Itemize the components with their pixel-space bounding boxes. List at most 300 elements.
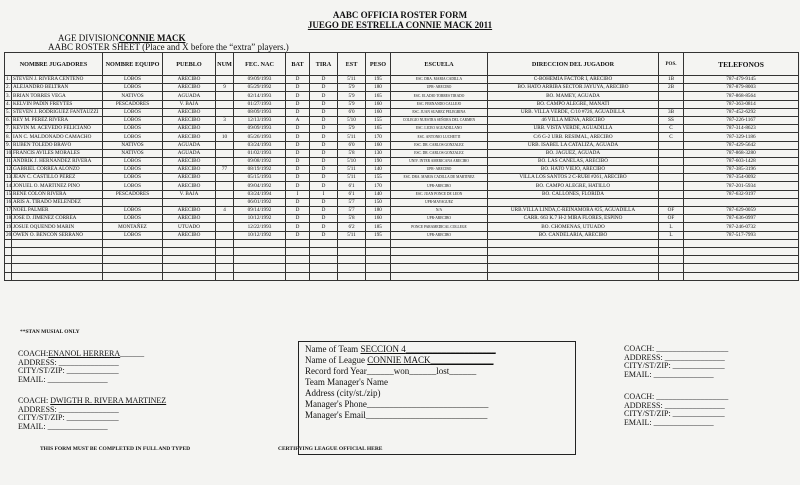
col-header-est: EST [338, 53, 366, 76]
blank-cell [310, 264, 338, 272]
phone-cell: 787-868-3280 [684, 149, 799, 157]
throws-cell: D [310, 116, 338, 124]
phone-cell: 787-354-0092 [684, 174, 799, 182]
email-label: EMAIL: [18, 374, 46, 384]
weight-cell: 185 [366, 223, 391, 231]
birth-date-cell: 12/22/1993 [234, 223, 286, 231]
player-name-cell: KELVIN PADIN FREYTES [12, 100, 103, 108]
team-name-cell [103, 198, 163, 206]
roster-table [4, 52, 799, 281]
position-cell: 2B [659, 84, 684, 92]
blank-cell [659, 256, 684, 264]
phone-cell: 787-632-9197 [684, 190, 799, 198]
team-info-box [298, 341, 576, 455]
address-cell: C-BOHEMIA FACTOR I, ARECIBO [488, 76, 659, 84]
blank-cell [216, 256, 234, 264]
height-cell: 5'9 [338, 84, 366, 92]
height-cell: 5'10 [338, 116, 366, 124]
phone-cell: 787-479-9145 [684, 76, 799, 84]
blank-cell [659, 239, 684, 247]
blank-cell [488, 247, 659, 255]
address-cell: BO. HATO VIEJO, ARECIBO [488, 166, 659, 174]
weight-cell: 155 [366, 116, 391, 124]
row-number-cell: 6. [6, 117, 10, 124]
team-name-cell: LOBOS [103, 231, 163, 239]
position-cell: OF [659, 207, 684, 215]
weight-cell: 160 [366, 108, 391, 116]
record-label: Record ford Year [305, 366, 367, 376]
blank-cell [103, 247, 163, 255]
blank-cell [163, 239, 216, 247]
position-cell: OF [659, 215, 684, 223]
address-cell: BO. HATO ARRIBA SECTOR JAYUYA, ARECIBO [488, 84, 659, 92]
col-header-telefonos: TELEFONOS [684, 53, 799, 76]
col-header-pueblo: PUEBLO [163, 53, 216, 76]
team-name-cell: LOBOS [103, 133, 163, 141]
player-name-cell: JOSE D. JIMENEZ CORREA [12, 215, 103, 223]
city-label: CITY/ST/ZIP: [18, 413, 65, 422]
weight-cell: 195 [366, 231, 391, 239]
position-cell [659, 141, 684, 149]
position-cell [659, 174, 684, 182]
blank-cell [310, 272, 338, 280]
blank-row [5, 256, 799, 264]
city-line: _____________ [66, 366, 119, 375]
jersey-number-cell [216, 190, 234, 198]
player-name-cell: ANDRIK J. HERNANDEZ RIVERA [12, 157, 103, 165]
team-name-cell: LOBOS [103, 108, 163, 116]
address-line: _______________ [664, 352, 725, 362]
height-cell: 5'11 [338, 166, 366, 174]
table-row [5, 166, 799, 174]
birth-date-cell: 08/09/1993 [234, 108, 286, 116]
stan-musial-note: **STAN MUSIAL ONLY [20, 329, 80, 335]
address-cell: BO. CAMPO ALEGRE, HATILLO [488, 182, 659, 190]
manager-phone-label: Manager's Phone [305, 399, 367, 409]
throws-cell: D [310, 141, 338, 149]
bats-cell: D [286, 215, 310, 223]
address-label: Address (city/st./zip) [305, 388, 381, 398]
email-line: _______________ [47, 374, 108, 384]
table-row [5, 190, 799, 198]
bats-cell: D [286, 174, 310, 182]
blank-cell [103, 272, 163, 280]
row-number-cell: 20. [6, 231, 13, 238]
jersey-number-cell [216, 198, 234, 206]
blank-cell [391, 264, 488, 272]
bats-cell: D [286, 207, 310, 215]
birth-date-cell: 09/09/1993 [234, 76, 286, 84]
blank-cell [338, 264, 366, 272]
jersey-number-cell [216, 215, 234, 223]
coach-left-1 [18, 350, 144, 384]
address-cell: BO. MAMEY, AGUADA [488, 92, 659, 100]
row-number-cell: 14. [6, 182, 13, 189]
height-cell: 5'9 [338, 92, 366, 100]
throws-cell: D [310, 157, 338, 165]
row-number-cell: 16. [6, 199, 13, 205]
col-header-equipo: NOMBRE EQUIPO [103, 53, 163, 76]
player-name-cell: STEVEN J. RIVERA CENTENO [12, 76, 103, 84]
blank-row [5, 239, 799, 247]
blank-cell [216, 264, 234, 272]
team-name-cell: NATIVOS [103, 92, 163, 100]
throws-cell: D [310, 125, 338, 133]
birth-date-cell: 09/09/1993 [234, 125, 286, 133]
coach-label: COACH: [624, 392, 655, 401]
row-number-cell: 2. [6, 84, 10, 91]
phone-cell: 787-868-8564 [684, 92, 799, 100]
coach-line: __________________ [656, 392, 729, 401]
blank-cell [12, 272, 103, 280]
phone-cell: 787-603-1428 [684, 157, 799, 165]
lost-line: ______ [449, 366, 477, 376]
city-label: CITY/ST/ZIP: [18, 366, 65, 375]
weight-cell: 140 [366, 190, 391, 198]
row-number-cell: 8. [6, 133, 10, 140]
address-cell: BO. CAMPO ALEGRE, MANATI [488, 100, 659, 108]
table-row [5, 215, 799, 223]
town-cell: ARECIBO [163, 215, 216, 223]
player-name-cell: NOEL PALMER [12, 207, 103, 215]
jersey-number-cell [216, 157, 234, 165]
jersey-number-cell [216, 223, 234, 231]
throws-cell: D [310, 231, 338, 239]
town-cell: AGUADA [163, 141, 216, 149]
manager-name-label: Team Manager's Name [305, 377, 388, 387]
player-name-cell: REY M. PEREZ RIVERA [12, 116, 103, 124]
address-line: _______________ [58, 357, 119, 367]
form-subtitle: JUEGO DE ESTRELLA CONNIE MACK 2011 [307, 20, 493, 30]
row-number-cell: 10. [6, 149, 13, 156]
league-value: CONNIE MACK [367, 355, 431, 365]
table-row [5, 92, 799, 100]
position-cell: 1B [659, 76, 684, 84]
jersey-number-cell: 3 [216, 116, 234, 124]
blank-row [5, 247, 799, 255]
jersey-number-cell [216, 92, 234, 100]
blank-cell [216, 239, 234, 247]
jersey-number-cell: 77 [216, 166, 234, 174]
table-row [5, 223, 799, 231]
roster-sheet-note: AABC ROSTER SHEET (Place and X before the “extra” players.) [48, 42, 289, 52]
blank-cell [310, 256, 338, 264]
age-division-value: CONNIE MACK [118, 33, 186, 43]
table-row [5, 182, 799, 190]
weight-cell: 180 [366, 84, 391, 92]
blank-cell [391, 272, 488, 280]
blank-cell [163, 264, 216, 272]
team-name-cell: LOBOS [103, 84, 163, 92]
email-label: EMAIL: [18, 421, 46, 431]
player-name-cell: JONUEL O. MARTINEZ PINO [12, 182, 103, 190]
school-cell: ESC. ELADIO TORRES TIRADO [391, 92, 488, 100]
town-cell: AGUADA [163, 149, 216, 157]
address-label: ADDRESS: [18, 404, 57, 414]
table-row [5, 84, 799, 92]
position-cell: SS [659, 116, 684, 124]
blank-cell [684, 247, 799, 255]
bats-cell: D [286, 100, 310, 108]
footer-note-right: CERTIFYING LEAGUE OFFICIAL HERE [278, 446, 383, 452]
birth-date-cell: 12/13/1993 [234, 116, 286, 124]
school-cell: UNIV. INTER AMERICANA ARECIBO [391, 157, 488, 165]
col-header-bat: BAT [286, 53, 310, 76]
blank-cell [310, 247, 338, 255]
player-name-cell: ARIS A. TIRADO MELENDEZ [12, 198, 103, 206]
throws-cell: D [310, 92, 338, 100]
school-cell: ESC. DR. CARLOS GONZALEZ [391, 141, 488, 149]
school-cell: UPR-ARECIBO [391, 182, 488, 190]
address-cell: VILLA LOS SANTOS 2 C-RUBI #261, ARECIBO [488, 174, 659, 182]
table-row [5, 76, 799, 84]
row-number-cell: 17. [6, 207, 13, 214]
blank-cell [5, 256, 12, 264]
weight-cell: 165 [366, 125, 391, 133]
col-header-direccion: DIRECCION DEL JUGADOR [488, 53, 659, 76]
row-number-cell: 7. [6, 125, 10, 132]
address-line: _______________ [58, 404, 119, 414]
team-name-cell: MONTAÑEZ [103, 223, 163, 231]
jersey-number-cell [216, 100, 234, 108]
table-row [5, 133, 799, 141]
blank-cell [216, 272, 234, 280]
city-line: _____________ [672, 361, 725, 370]
phone-cell: 787-879-8003 [684, 84, 799, 92]
team-name-cell: LOBOS [103, 182, 163, 190]
address-cell: C/6 G-2 URB. RESIMAL, ARECIBO [488, 133, 659, 141]
birth-date-cell: 08/19/1992 [234, 166, 286, 174]
height-cell: 5'11 [338, 231, 366, 239]
blank-cell [338, 239, 366, 247]
blank-cell [366, 247, 391, 255]
blank-cell [103, 264, 163, 272]
phone-line: ___________________________ [366, 399, 489, 409]
row-number-cell: 18. [6, 215, 13, 222]
blank-cell [366, 272, 391, 280]
team-label: Name of Team [305, 344, 359, 354]
bats-cell: D [286, 157, 310, 165]
address-cell: URB. ISABEL LA CATALIZA, AGUADA [488, 141, 659, 149]
address-cell: URB. VISTA VERDE, AGUADILLA [488, 125, 659, 133]
blank-cell [5, 264, 12, 272]
blank-cell [5, 272, 12, 280]
player-name-cell: IAN C. MALDONADO CAMACHO [12, 133, 103, 141]
bats-cell: D [286, 92, 310, 100]
bats-cell: D [286, 182, 310, 190]
blank-cell [286, 247, 310, 255]
weight-cell: 170 [366, 133, 391, 141]
jersey-number-cell [216, 108, 234, 116]
height-cell: 5'7 [338, 207, 366, 215]
blank-cell [488, 239, 659, 247]
blank-cell [488, 256, 659, 264]
address-cell [488, 198, 659, 206]
throws-cell: D [310, 133, 338, 141]
blank-cell [366, 256, 391, 264]
blank-cell [286, 264, 310, 272]
city-label: CITY/ST/ZIP: [624, 409, 671, 418]
address-cell: BO. JAGUEZ, AGUADA [488, 149, 659, 157]
blank-cell [391, 239, 488, 247]
weight-cell: 190 [366, 157, 391, 165]
school-cell: ESC. JUAN PONCE DE LEON [391, 190, 488, 198]
phone-cell: 787-201-5934 [684, 182, 799, 190]
team-name-cell: PESCADORES [103, 190, 163, 198]
blank-cell [391, 247, 488, 255]
coach-left-2 [18, 397, 166, 431]
phone-cell: 787-246-0732 [684, 223, 799, 231]
blank-cell [12, 256, 103, 264]
blank-cell [234, 239, 286, 247]
footer-note-left: THIS FORM MUST BE COMPLETED IN FULL AND TYPED [40, 446, 191, 452]
bats-cell: D [286, 231, 310, 239]
team-name-cell: LOBOS [103, 116, 163, 124]
bats-cell: A [286, 116, 310, 124]
blank-cell [366, 264, 391, 272]
table-row [5, 125, 799, 133]
phone-cell: 787-226-1167 [684, 116, 799, 124]
height-cell: 5'11 [338, 76, 366, 84]
email-line: _______________ [47, 421, 108, 431]
address-cell: URB. VILLA VERDE, C/10 #726, AGUADILLA [488, 108, 659, 116]
bats-cell: D [286, 76, 310, 84]
weight-cell: 130 [366, 149, 391, 157]
row-number-cell: 9. [6, 141, 10, 148]
form-title: AABC OFFICIA ROSTER FORM [332, 10, 468, 20]
school-cell: ESC. DR. CARLOS GONZALEZ [391, 149, 488, 157]
throws-cell: D [310, 100, 338, 108]
address-cell: BO. CALLONES, FLORIDA [488, 190, 659, 198]
jersey-number-cell [216, 76, 234, 84]
town-cell: ARECIBO [163, 116, 216, 124]
city-label: CITY/ST/ZIP: [624, 361, 671, 370]
town-cell: ARECIBO [163, 174, 216, 182]
school-cell: UPR-ARECIBO [391, 231, 488, 239]
team-name-cell: LOBOS [103, 157, 163, 165]
row-number-cell: 12. [6, 166, 13, 173]
email-line: ___________________________ [365, 410, 488, 420]
player-name-cell: FRANCIS AVILES MORALES [12, 149, 103, 157]
school-cell: UPR-MAYAGUEZ [391, 198, 488, 206]
blank-cell [286, 256, 310, 264]
position-cell [659, 92, 684, 100]
blank-cell [12, 239, 103, 247]
player-name-cell: JEAN C. CASTILLO PEREZ [12, 174, 103, 182]
bats-cell: D [286, 166, 310, 174]
table-row [5, 174, 799, 182]
address-cell: URB.VILLA LINDA,C-REINAMORA #25, AGUADILLA [488, 207, 659, 215]
throws-cell: D [310, 215, 338, 223]
blank-cell [684, 256, 799, 264]
position-cell [659, 157, 684, 165]
weight-cell: 150 [366, 198, 391, 206]
weight-cell: 160 [366, 100, 391, 108]
blank-cell [684, 264, 799, 272]
phone-cell: 787-452-6292 [684, 108, 799, 116]
blank-cell [234, 247, 286, 255]
phone-cell: 787-636-0997 [684, 215, 799, 223]
school-cell: COLEGIO NUESTRA SEÑORA DEL CARMEN [391, 116, 488, 124]
address-label: ADDRESS: [624, 400, 663, 410]
throws-cell: D [310, 198, 338, 206]
birth-date-cell: 02/14/1993 [234, 92, 286, 100]
player-name-cell: STEVEN J. RODRIGUEZ FANTAUZZI [12, 108, 103, 116]
coach-label: COACH: [18, 396, 49, 405]
blank-cell [103, 239, 163, 247]
phone-cell: 787-429-5642 [684, 141, 799, 149]
jersey-number-cell: 4 [216, 207, 234, 215]
blank-cell [488, 264, 659, 272]
weight-cell: 170 [366, 182, 391, 190]
weight-cell: 195 [366, 76, 391, 84]
throws-cell: D [310, 182, 338, 190]
table-row [5, 157, 799, 165]
table-row [5, 149, 799, 157]
height-cell: 5'7 [338, 198, 366, 206]
coach-label: COACH: [624, 344, 655, 353]
coach-name: DWIGTH R. RIVERA MARTINEZ [50, 396, 167, 405]
col-header-peso: PESO [366, 53, 391, 76]
town-cell [163, 198, 216, 206]
height-cell: 5'11 [338, 174, 366, 182]
coach-line: __________________ [656, 344, 729, 353]
row-number-cell: 13. [6, 174, 13, 181]
town-cell: ARECIBO [163, 76, 216, 84]
jersey-number-cell: 10 [216, 133, 234, 141]
phone-cell: 787-629-0059 [684, 207, 799, 215]
email-line: _______________ [653, 417, 714, 427]
phone-cell: 787-314-8623 [684, 125, 799, 133]
throws-cell: D [310, 76, 338, 84]
table-row [5, 141, 799, 149]
town-cell: ARECIBO [163, 166, 216, 174]
birth-date-cell: 03/24/1993 [234, 141, 286, 149]
throws-cell: D [310, 84, 338, 92]
coach-label: COACH: [18, 349, 49, 358]
table-row [5, 198, 799, 206]
jersey-number-cell [216, 231, 234, 239]
coach-right-2 [624, 393, 728, 427]
city-line: _____________ [672, 409, 725, 418]
birth-date-cell: 09/04/1992 [234, 182, 286, 190]
player-name-cell: JOSUE OQUENDO MARIN [12, 223, 103, 231]
player-name-cell: OWEN O. BENCON SERRANO [12, 231, 103, 239]
height-cell: 6'0 [338, 108, 366, 116]
height-cell: 5'8 [338, 215, 366, 223]
height-cell: 5'8 [338, 149, 366, 157]
phone-cell: 787-329-1186 [684, 133, 799, 141]
blank-cell [684, 239, 799, 247]
blank-cell [234, 264, 286, 272]
town-cell: ARECIBO [163, 84, 216, 92]
bats-cell: I [286, 190, 310, 198]
league-line: ______________ [430, 355, 494, 365]
blank-cell [659, 247, 684, 255]
table-row [5, 231, 799, 239]
blank-cell [286, 272, 310, 280]
blank-cell [12, 247, 103, 255]
team-name-cell: NATIVOS [103, 141, 163, 149]
blank-cell [163, 272, 216, 280]
position-cell [659, 100, 684, 108]
team-name-cell: LOBOS [103, 215, 163, 223]
table-row [5, 207, 799, 215]
position-cell [659, 182, 684, 190]
table-row [5, 108, 799, 116]
team-name-cell: LOBOS [103, 174, 163, 182]
throws-cell: I [310, 190, 338, 198]
